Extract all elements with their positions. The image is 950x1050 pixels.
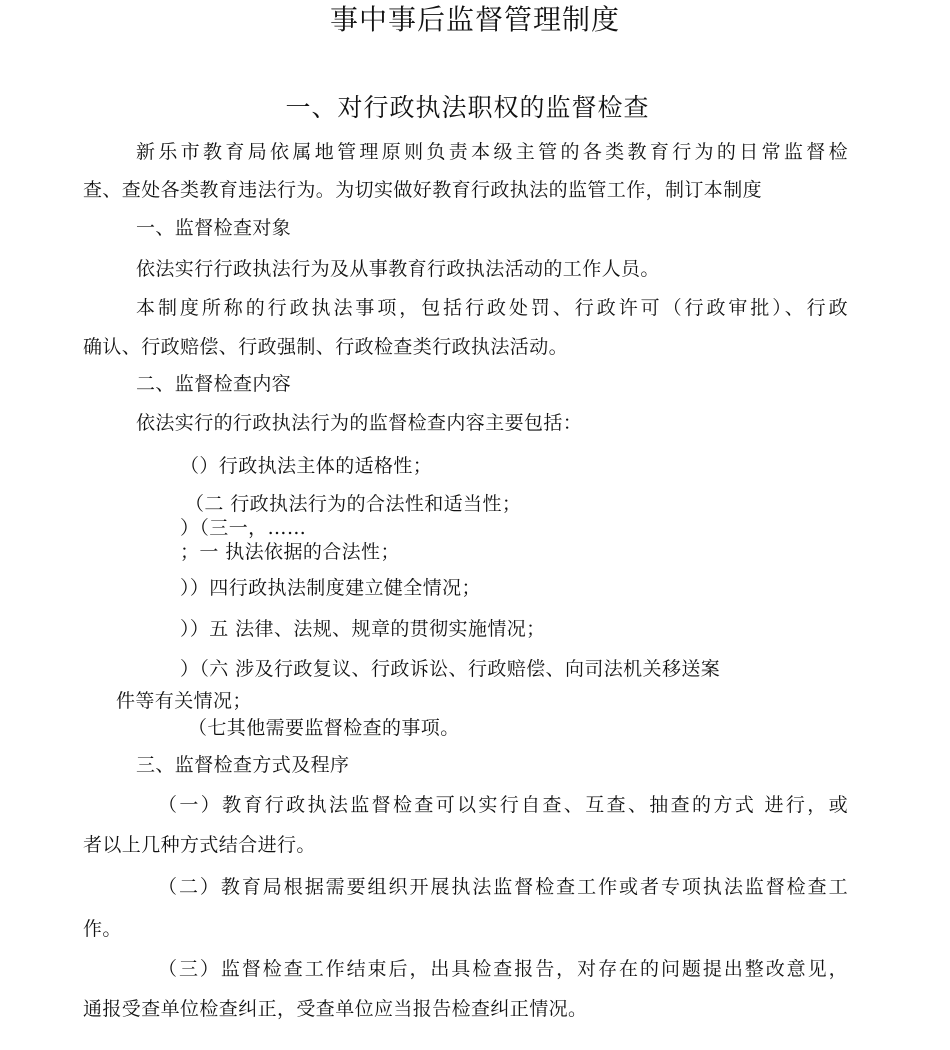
list-item: ；一 执法依据的合法性； — [180, 541, 400, 563]
list-item: ）（六 涉及行政复议、行政诉讼、行政赔偿、向司法机关移送案 — [180, 658, 721, 680]
list-item: 件等有关情况； — [116, 690, 252, 712]
paragraph-line: （一）教育行政执法监督检查可以实行自查、互查、抽查的方式 进行，或 — [158, 794, 848, 816]
list-item: （七其他需要监督检查的事项。 — [188, 717, 460, 739]
paragraph-line: 作。 — [83, 918, 122, 940]
paragraph-line: 依法实行的行政执法行为的监督检查内容主要包括： — [136, 412, 583, 434]
paragraph-line: 者以上几种方式结合进行。 — [83, 834, 316, 856]
list-item: （二 行政执法行为的合法性和适当性； — [185, 493, 522, 515]
list-item: ）（三一，…… — [180, 517, 307, 539]
paragraph-line: （二）教育局根据需要组织开展执法监督检查工作或者专项执法监督检查工 — [158, 876, 848, 898]
document-title: 事中事后监督管理制度 — [329, 3, 620, 36]
subsection-heading: 二、监督检查内容 — [136, 373, 292, 395]
list-item: ））五 法律、法规、规章的贯彻实施情况； — [180, 618, 546, 640]
subsection-heading: 三、监督检查方式及程序 — [136, 754, 350, 776]
subsection-heading: 一、监督检查对象 — [136, 217, 292, 239]
paragraph-line: 通报受查单位检查纠正，受查单位应当报告检查纠正情况。 — [83, 998, 588, 1020]
list-item: ））四行政执法制度建立健全情况； — [180, 577, 481, 599]
paragraph-line: 确认、行政赔偿、行政强制、行政检查类行政执法活动。 — [83, 336, 569, 358]
paragraph-line: 依法实行行政执法行为及从事教育行政执法活动的工作人员。 — [136, 258, 660, 280]
intro-line: 查、查处各类教育违法行为。为切实做好教育行政执法的监管工作，制订本制度 — [83, 179, 763, 201]
paragraph-line: （三）监督检查工作结束后，出具检查报告，对存在的问题提出整改意见， — [158, 958, 848, 980]
list-item: （）行政执法主体的适格性； — [180, 455, 433, 477]
section-heading: 一、对行政执法职权的监督检查 — [285, 93, 650, 122]
paragraph-line: 本制度所称的行政执法事项，包括行政处罚、行政许可（行政审批）、行政 — [136, 297, 848, 319]
intro-line: 新乐市教育局依属地管理原则负责本级主管的各类教育行为的日常监督检 — [136, 141, 848, 163]
